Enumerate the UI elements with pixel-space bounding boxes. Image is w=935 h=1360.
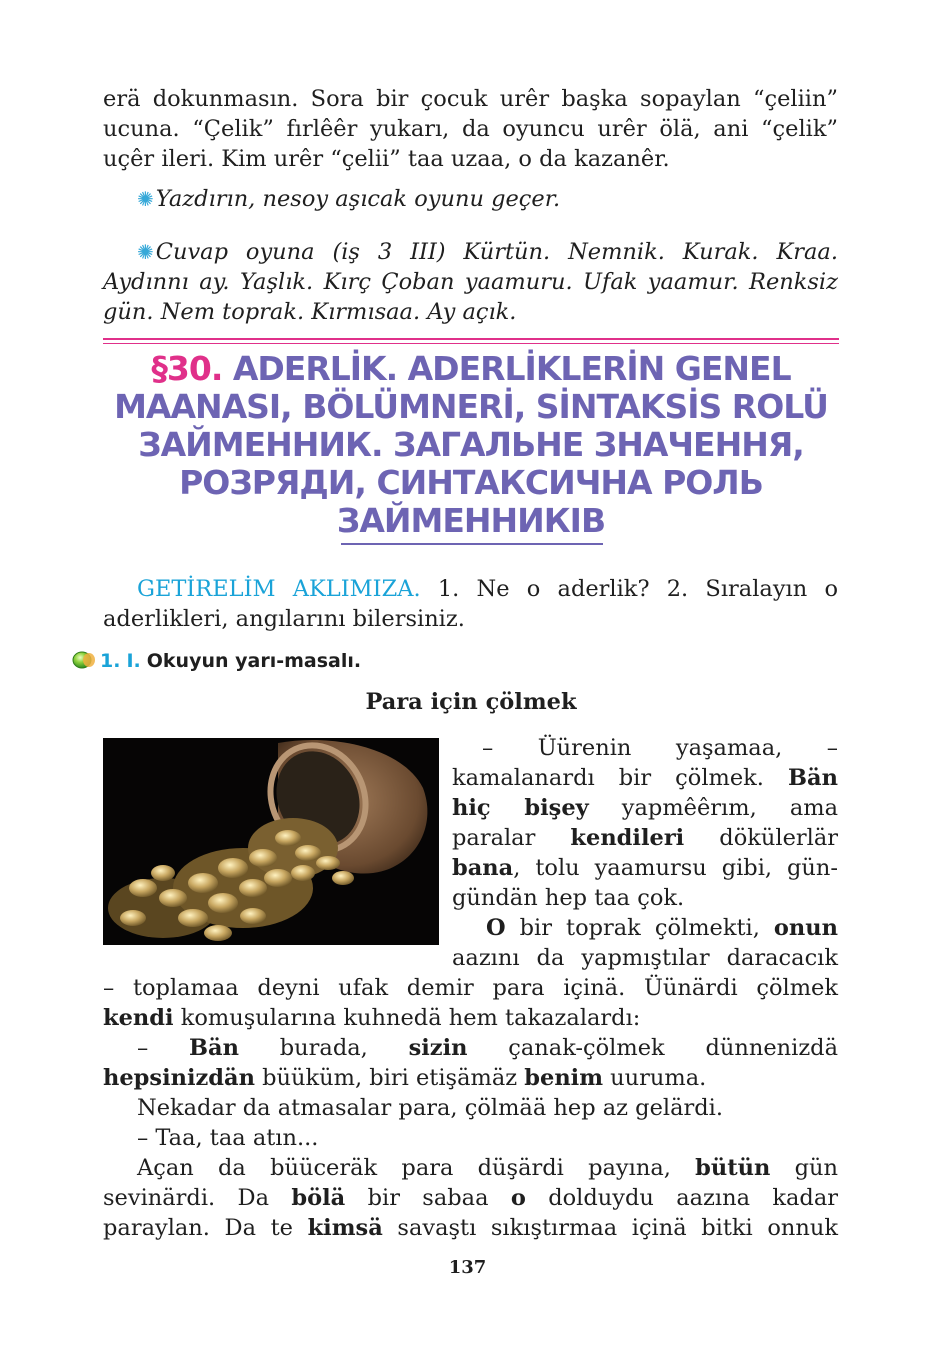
title-line: РОЗРЯДИ, СИНТАКСИЧНА РОЛЬ xyxy=(179,463,763,502)
text-run: – xyxy=(137,1035,190,1061)
bold-word: kendileri xyxy=(570,825,685,851)
pot-with-coins-image xyxy=(103,738,439,945)
bold-word: Bän xyxy=(788,765,838,791)
recall-text: 1. Ne o aderlik? 2. Sıralayın o xyxy=(420,576,838,602)
text-line: erä dokunmasın. Sora bir çocuk urêr başka sopaylan “çeliin” xyxy=(103,86,838,112)
text-run: paralar xyxy=(452,825,571,851)
text-line xyxy=(452,823,838,853)
text-line xyxy=(103,1063,838,1093)
text-run: büüküm, biri etişämäz xyxy=(254,1065,525,1091)
title-line: MAANASI, BÖLÜMNERİ, SİNTAKSİS ROLÜ xyxy=(114,387,828,426)
page-number: 137 xyxy=(448,1257,487,1278)
text-line xyxy=(452,853,838,883)
bold-word: onun xyxy=(773,915,838,941)
task-text: Okuyun yarı-masalı. xyxy=(146,650,362,672)
text-run: , tolu yaamursu gibi, gün- xyxy=(513,855,838,881)
text-line: – Üürenin yaşamaa, – xyxy=(482,735,838,761)
text-line xyxy=(452,763,838,793)
story-text-right xyxy=(452,733,838,973)
text-run: dökülerlär xyxy=(684,825,838,851)
text-line xyxy=(103,237,838,267)
section-rule xyxy=(103,343,839,344)
title-underline xyxy=(341,543,603,545)
bold-word: bölä xyxy=(291,1185,346,1211)
text-line: uçêr ileri. Kim urêr “çelii” taa uzaa, o da kazanêr. xyxy=(103,146,670,172)
task-heading xyxy=(72,648,361,674)
story-text-full xyxy=(103,973,838,1243)
text-line xyxy=(103,1003,838,1033)
bold-word: o xyxy=(510,1185,526,1211)
bold-word: kendi xyxy=(103,1005,174,1031)
snowflake-bullet-icon: ✺ xyxy=(137,187,154,211)
section-rule xyxy=(103,338,839,340)
snowflake-bullet-icon: ✺ xyxy=(137,240,154,264)
title-text: ADERLİK. ADERLİKLERİN GENEL xyxy=(232,349,791,388)
text-run: bir sabaa xyxy=(345,1185,511,1211)
text-line xyxy=(452,793,838,823)
answer-block xyxy=(103,237,838,327)
text-line: Nekadar da atmasalar para, çölmää hep az gelärdi. xyxy=(137,1095,723,1121)
text-line: Aydınnı ay. Yaşlık. Kırç Çoban yaamuru. Ufak yaamur. Renksiz xyxy=(103,269,838,295)
title-line xyxy=(103,350,839,388)
text-line: aazını da yapmıştılar daracacık xyxy=(452,945,838,971)
text-run: sevinärdi. Da xyxy=(103,1185,292,1211)
bold-word: sizin xyxy=(408,1035,468,1061)
text-line: gündän hep taa çok. xyxy=(452,885,685,911)
bold-word: bütün xyxy=(695,1155,771,1181)
recall-paragraph xyxy=(103,574,838,634)
text-run: çanak-çölmek dünnenizdä xyxy=(467,1035,838,1061)
story-title: Para için çölmek xyxy=(365,689,577,715)
text-run: burada, xyxy=(239,1035,409,1061)
title-line: ЗАЙМЕННИК. ЗАГАЛЬНЕ ЗНАЧЕННЯ, xyxy=(138,425,804,464)
text-run: uuruma. xyxy=(603,1065,707,1091)
text-line xyxy=(103,1033,838,1063)
text-line: gün. Nem toprak. Kırmısaa. Ay açık. xyxy=(103,299,517,325)
bold-word: kimsä xyxy=(307,1215,383,1241)
text-line: aderlikleri, angılarını bilersiniz. xyxy=(103,606,465,632)
text-line xyxy=(103,574,838,604)
bold-word: bana xyxy=(452,855,514,881)
write-task-text: Yazdırın, nesoy aşıcak oyunu geçer. xyxy=(155,186,561,212)
top-paragraph xyxy=(103,84,838,174)
text-line: – Taa, taa atın... xyxy=(137,1125,319,1151)
answer-line-text: Cuvap oyuna (iş 3 III) Kürtün. Nemnik. Kurak. Kraa. xyxy=(155,239,838,265)
green-bullet-icon xyxy=(72,651,96,669)
bold-word: hepsinizdän xyxy=(103,1065,255,1091)
text-line: – toplamaa deyni ufak demir para içinä. Üünärdi çölmek xyxy=(103,975,838,1001)
bold-word: Bän xyxy=(189,1035,239,1061)
text-run: yapmêêrım, ama xyxy=(588,795,838,821)
bold-word: O xyxy=(486,915,506,941)
text-run: savaştı sıkıştırmaa içinä bitki onnuk xyxy=(382,1215,838,1241)
text-run: kamalanardı bir çölmek. xyxy=(452,765,789,791)
text-run: Açan da büüceräk para düşärdi payına, xyxy=(137,1155,696,1181)
write-task xyxy=(137,184,837,214)
task-number: 1. xyxy=(100,650,121,672)
text-run: komuşularına kuhnedä hem takazalardı: xyxy=(173,1005,641,1031)
text-line xyxy=(103,1183,838,1213)
text-run: gün xyxy=(770,1155,838,1181)
text-line: ucuna. “Çelik” fırlêêr yukarı, da oyuncu urêr ölä, ani “çelik” xyxy=(103,116,838,142)
text-line xyxy=(103,1213,838,1243)
text-run: paraylan. Da te xyxy=(103,1215,308,1241)
text-line xyxy=(452,913,838,943)
recall-label: GETİRELİM AKLIMIZA. xyxy=(137,576,421,602)
title-line: ЗАЙМЕННИКІВ xyxy=(336,501,606,540)
bold-word: hiç bişey xyxy=(452,795,589,821)
section-title xyxy=(103,350,839,540)
text-run: bir toprak çölmekti, xyxy=(505,915,774,941)
task-roman: I. xyxy=(126,650,141,672)
text-line xyxy=(103,1153,838,1183)
bold-word: benim xyxy=(524,1065,604,1091)
text-run: dolduydu aazına kadar xyxy=(525,1185,838,1211)
section-number: §30. xyxy=(151,349,223,388)
